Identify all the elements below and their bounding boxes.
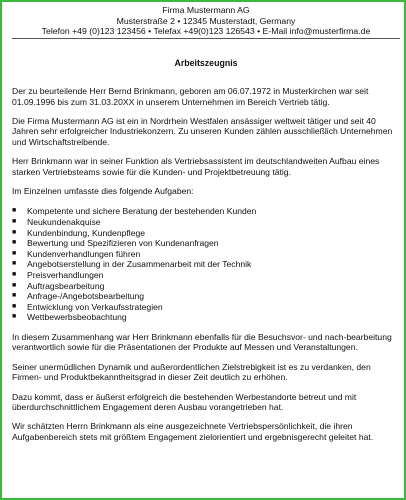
company-name: Firma Mustermann AG	[162, 5, 250, 15]
list-item	[12, 302, 400, 313]
bullet-icon: ■	[12, 313, 17, 321]
bullet-icon: ■	[12, 260, 17, 268]
bullet-icon: ■	[12, 281, 17, 289]
paragraph-company-description: Die Firma Mustermann AG ist ein in Nordrhein Westfalen ansässiger weltweit tätiger und seit 40 Jahren sehr erfolgreicher Industriekonzern. Zu unseren Kunden zählen ausschließlich Unternehmen und Wirtschaftstreibende.	[12, 116, 393, 147]
list-item	[12, 217, 400, 228]
task-text: Neukundenakquise	[27, 217, 101, 228]
list-item	[12, 312, 400, 323]
bullet-icon: ■	[12, 249, 17, 257]
task-text: Bewertung und Spezifizieren von Kundenanfragen	[27, 238, 219, 249]
document-title: Arbeitszeugnis	[174, 57, 238, 68]
list-item	[12, 206, 400, 217]
task-list	[12, 206, 400, 323]
list-item	[12, 270, 400, 281]
bullet-icon: ■	[12, 271, 17, 278]
list-item	[12, 259, 400, 270]
bullet-icon: ■	[12, 228, 17, 236]
company-address: Musterstraße 2 • 12345 Musterstadt, Germany	[116, 15, 296, 26]
bullet-icon: ■	[12, 207, 17, 215]
task-text: Anfrage-/Angebotsbearbeitung	[27, 291, 145, 302]
paragraph-advertising: Dazu kommt, dass er äußerst erfolgreich die bestehenden Werbestandorte betreut und mit überdurchschnittlichem Engagement deren Ausbau vorangetrieben hat.	[12, 391, 357, 412]
header-divider	[12, 38, 400, 39]
task-text: Wettbewerbsbeobachtung	[27, 312, 127, 323]
paragraph-presentations: In diesem Zusammenhang war Herr Brinkmann ebenfalls für die Besuchsvor- und nach-bearbeitung verantwortlich sowie für die Präsentationen der Produkte auf Messen und Veranstaltungen.	[12, 331, 392, 353]
task-text: Auftragsbearbeitung	[27, 280, 105, 291]
task-text: Entwicklung von Verkaufsstrategien	[27, 301, 163, 312]
paragraph-role: Herr Brinkmann war in seiner Funktion als Vertriebsassistent im deutschlandweiten Aufbau eines starken Vertriebsteams sowie für die Kunden- und Projektbetreuung tätig.	[12, 156, 380, 177]
paragraph-tasks-intro: Im Einzelnen umfasste dies folgende Aufgaben:	[12, 186, 194, 197]
task-text: Kundenverhandlungen führen	[27, 248, 141, 259]
bullet-icon: ■	[12, 292, 17, 300]
document-page	[12, 5, 400, 451]
task-text: Preisverhandlungen	[27, 270, 104, 280]
paragraph-dynamics: Seiner unermüdlichen Dynamik und außerordentlichen Zielstrebigkeit ist es zu verdanken, den Firmen- und Produktbekanntheitsgrad in dieser Zeit deutlich zu erhöhen.	[12, 361, 371, 383]
paragraph-assessment: Wir schätzten Herrn Brinkmann als eine ausgezeichnete Vertriebspersönlichkeit, die ihren Aufgabenbereich stets mit größtem Engagement zielorientiert und ergebnisgerecht geleitet hat.	[12, 421, 374, 442]
list-item	[12, 238, 400, 249]
task-text: Angebotserstellung in der Zusammenarbeit mit der Technik	[27, 259, 252, 270]
bullet-icon: ■	[12, 239, 17, 247]
list-item	[12, 281, 400, 292]
task-text: Kundenbindung, Kundenpflege	[27, 227, 146, 238]
task-text: Kompetente und sichere Beratung der bestehenden Kunden	[27, 206, 257, 217]
list-item	[12, 228, 400, 239]
paragraph-employee-intro: Der zu beurteilende Herr Bernd Brinkmann, geboren am 06.07.1972 in Musterkirchen war seit 01.09.1996 bis zum 31.03.20XX in unserem Unternehmen im Bereich Vertrieb tätig.	[12, 86, 369, 107]
company-contact: Telefon +49 (0)123 123456 • Telefax +49(0)123 126543 • E-Mail info@musterfirma.de	[41, 26, 371, 37]
bullet-icon: ■	[12, 302, 17, 310]
list-item	[12, 249, 400, 260]
list-item	[12, 291, 400, 302]
bullet-icon: ■	[12, 218, 17, 226]
